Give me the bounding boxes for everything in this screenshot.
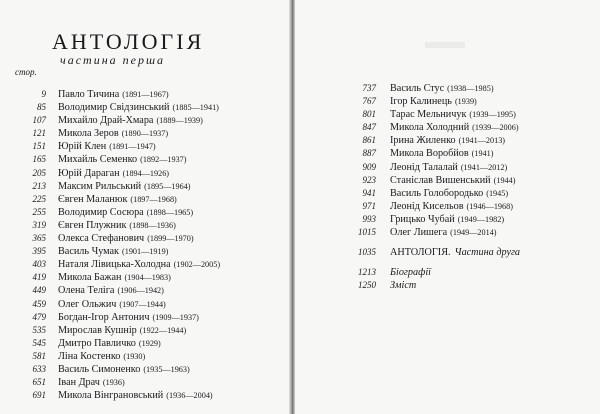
toc-page-number: 449: [32, 285, 46, 296]
toc-author-years: (1889—1939): [156, 116, 203, 126]
toc-page-number: 847: [362, 122, 376, 133]
toc-entry: [0, 284, 291, 297]
toc-entry: [294, 200, 600, 213]
toc-entry: [294, 174, 600, 187]
toc-page-number: 419: [32, 272, 46, 283]
toc-author-name: Микола Бажан: [58, 272, 122, 284]
toc-page-number: 459: [32, 298, 46, 309]
toc-author-name: Тарас Мельничук: [390, 109, 467, 121]
toc-page-number: 581: [32, 350, 46, 361]
toc-entry: [0, 88, 291, 101]
toc-author-name: Юрій Дараган: [58, 167, 120, 179]
toc-author-years: (1907—1944): [119, 299, 166, 309]
toc-author-years: (1897—1968): [130, 194, 177, 204]
toc-page-number: 767: [362, 96, 376, 107]
toc-author-name: Олег Лишега: [390, 227, 448, 239]
toc-author-years: (1939): [454, 97, 477, 107]
toc-page-number: 205: [32, 167, 46, 178]
toc-author-years: (1941—2013): [458, 136, 506, 146]
toc-author-years: (1890—1937): [121, 129, 169, 139]
toc-entry: [0, 298, 291, 311]
toc-entry: [294, 213, 600, 226]
toc-page-number: 887: [362, 148, 376, 159]
toc-author-name: Михайло Драй-Хмара: [58, 115, 154, 127]
toc-entry: [0, 180, 291, 193]
page-column-label: стор.: [15, 67, 37, 77]
toc-page-number: 403: [32, 259, 46, 270]
toc-author-years: (1941): [471, 149, 494, 159]
toc-page-number: 909: [362, 161, 376, 172]
toc-page-number: 121: [32, 128, 46, 139]
toc-entry: [0, 153, 291, 166]
toc-author-name: Олена Теліга: [58, 285, 115, 297]
toc-author-years: (1944): [493, 175, 516, 185]
toc-author-name: Євген Маланюк: [58, 193, 128, 205]
appendix-label: Зміст: [390, 280, 417, 292]
toc-page-number: 651: [32, 377, 46, 388]
toc-entry: [294, 121, 600, 134]
toc-entry: [294, 187, 600, 200]
toc-entry: [0, 193, 291, 206]
toc-entry: [0, 245, 291, 258]
page-subtitle: частина перша: [60, 53, 166, 67]
toc-author-years: (1891—1967): [122, 90, 169, 99]
toc-author-years: (1898—1965): [146, 207, 194, 217]
toc-author-years: (1936): [102, 378, 125, 388]
toc-author-name: Володимир Свідзинський: [58, 102, 170, 114]
toc-page-number: 255: [32, 206, 46, 217]
toc-page-number: 395: [32, 246, 46, 257]
toc-entry: [294, 226, 600, 239]
toc-page-number: 1035: [358, 247, 376, 258]
toc-author-name: Ірина Жиленко: [390, 135, 456, 147]
toc-author-name: Василь Чумак: [58, 246, 119, 258]
toc-page-number: 545: [32, 337, 46, 348]
toc-page-number: 923: [362, 174, 376, 185]
toc-author-name: Мирослав Кушнір: [58, 324, 137, 336]
toc-entry: [294, 108, 600, 121]
toc-page-number: 801: [362, 109, 376, 120]
toc-entry: [0, 101, 291, 114]
toc-author-name: Олекса Стефанович: [58, 233, 145, 245]
toc-page-number: 737: [362, 83, 376, 93]
toc-author-years: (1946—1968): [466, 201, 513, 211]
toc-entry: [0, 363, 291, 376]
toc-entry: [0, 376, 291, 389]
toc-author-name: Микола Воробйов: [390, 148, 469, 160]
toc-author-years: (1949—2014): [450, 228, 497, 238]
toc-author-years: (1945): [486, 188, 509, 198]
toc-page-number: 365: [32, 233, 46, 244]
toc-page-number: 993: [362, 213, 376, 224]
toc-author-years: (1885—1941): [172, 103, 219, 113]
toc-author-years: (1901—1919): [122, 247, 169, 257]
toc-author-name: Ігор Калинець: [390, 96, 452, 108]
part-two-prefix: АНТОЛОГІЯ.: [390, 247, 451, 259]
toc-author-years: (1922—1944): [139, 325, 187, 335]
toc-page-number: 225: [32, 193, 46, 204]
toc-author-name: Дмитро Павличко: [58, 337, 136, 349]
toc-page-number: 479: [32, 311, 46, 322]
toc-author-name: Ліна Костенко: [58, 350, 121, 362]
toc-author-years: (1909—1937): [152, 312, 199, 322]
toc-entry: [0, 167, 291, 180]
toc-author-years: (1935—1963): [143, 364, 190, 374]
toc-author-years: (1895—1964): [144, 181, 191, 191]
toc-author-name: Іван Драч: [58, 377, 100, 389]
toc-author-name: Василь Стус: [390, 83, 445, 94]
toc-entry: [294, 147, 600, 160]
toc-entry: [0, 127, 291, 140]
toc-entry: [0, 337, 291, 350]
toc-page-number: 213: [32, 180, 46, 191]
toc-page-number: 151: [32, 141, 46, 152]
toc-author-name: Євген Плужник: [58, 219, 127, 231]
toc-spacer: [294, 239, 600, 246]
toc-part-two: [294, 246, 600, 259]
toc-page-number: 861: [362, 135, 376, 146]
toc-author-years: (1939—1995): [469, 110, 516, 120]
toc-author-years: (1939—2006): [472, 123, 519, 133]
toc-page-number: 319: [32, 219, 46, 230]
toc-author-years: (1930): [123, 351, 146, 361]
toc-author-name: Микола Зеров: [58, 128, 119, 140]
toc-author-years: (1929): [138, 338, 161, 348]
toc-author-years: (1899—1970): [147, 234, 194, 244]
toc-author-name: Микола Холодний: [390, 122, 470, 134]
appendix-label: Біографії: [390, 267, 431, 279]
toc-entry: [0, 219, 291, 232]
toc-author-years: (1938—1985): [447, 84, 494, 93]
toc-appendix-entry: [294, 266, 600, 279]
toc-list-right: [294, 82, 600, 292]
toc-author-years: (1949—1982): [457, 214, 505, 224]
toc-page-number: 691: [32, 390, 46, 401]
toc-entry: [0, 114, 291, 127]
toc-author-years: (1898—1936): [129, 220, 176, 230]
toc-author-name: Василь Симоненко: [58, 363, 141, 375]
toc-spacer: [294, 259, 600, 266]
toc-author-name: Максим Рильський: [58, 180, 142, 192]
toc-entry: [0, 389, 291, 402]
toc-author-name: Павло Тичина: [58, 89, 120, 100]
toc-author-name: Леонід Кисельов: [390, 200, 464, 212]
toc-author-name: Володимир Сосюра: [58, 206, 144, 218]
toc-author-name: Грицько Чубай: [390, 213, 455, 225]
toc-author-years: (1902—2005): [173, 260, 221, 270]
toc-page-number: 971: [362, 200, 376, 211]
part-two-label: Частина друга: [454, 247, 521, 259]
toc-page-number: 1250: [358, 280, 376, 291]
toc-entry: [294, 161, 600, 174]
toc-entry: [0, 140, 291, 153]
toc-author-years: (1904—1983): [124, 273, 171, 283]
toc-entry: [0, 258, 291, 271]
toc-entry: [0, 324, 291, 337]
toc-author-name: Юрій Клен: [58, 141, 107, 153]
bleed-through-mark: [425, 42, 465, 48]
toc-appendix-entry: [294, 279, 600, 292]
toc-page-number: 1015: [358, 227, 376, 238]
toc-entry: [294, 95, 600, 108]
toc-entry: [0, 311, 291, 324]
toc-author-name: Олег Ольжич: [58, 298, 117, 310]
toc-page-number: 535: [32, 324, 46, 335]
toc-page-number: 107: [32, 115, 46, 126]
toc-author-name: Наталя Лівицька-Холодна: [58, 259, 171, 271]
toc-author-name: Микола Вінграновський: [58, 390, 164, 402]
page-title: АНТОЛОГІЯ: [52, 29, 205, 54]
toc-entry: [0, 206, 291, 219]
toc-author-years: (1936—2004): [166, 391, 213, 401]
toc-entry: [0, 232, 291, 245]
toc-entry: [0, 271, 291, 284]
toc-author-name: Василь Голобородько: [390, 187, 484, 199]
toc-entry: [294, 82, 600, 95]
toc-author-years: (1892—1937): [140, 155, 187, 165]
toc-entry: [294, 134, 600, 147]
toc-author-name: Богдан-Ігор Антонич: [58, 311, 150, 323]
toc-page-number: 1213: [358, 267, 376, 278]
toc-author-years: (1906—1942): [117, 286, 164, 296]
toc-page-number: 85: [37, 102, 46, 113]
toc-page-number: 941: [362, 187, 376, 198]
toc-author-years: (1891—1947): [109, 142, 156, 152]
toc-page-number: 633: [32, 363, 46, 374]
toc-page-number: 9: [41, 89, 46, 99]
toc-entry: [0, 350, 291, 363]
toc-page-number: 165: [32, 154, 46, 165]
toc-author-name: Михайль Семенко: [58, 154, 138, 166]
toc-author-years: (1894—1926): [122, 168, 170, 178]
toc-list-left: [0, 88, 291, 402]
toc-author-name: Станіслав Вишенський: [390, 174, 491, 186]
toc-author-name: Леонід Талалай: [390, 161, 458, 173]
toc-author-years: (1941—2012): [460, 162, 508, 172]
